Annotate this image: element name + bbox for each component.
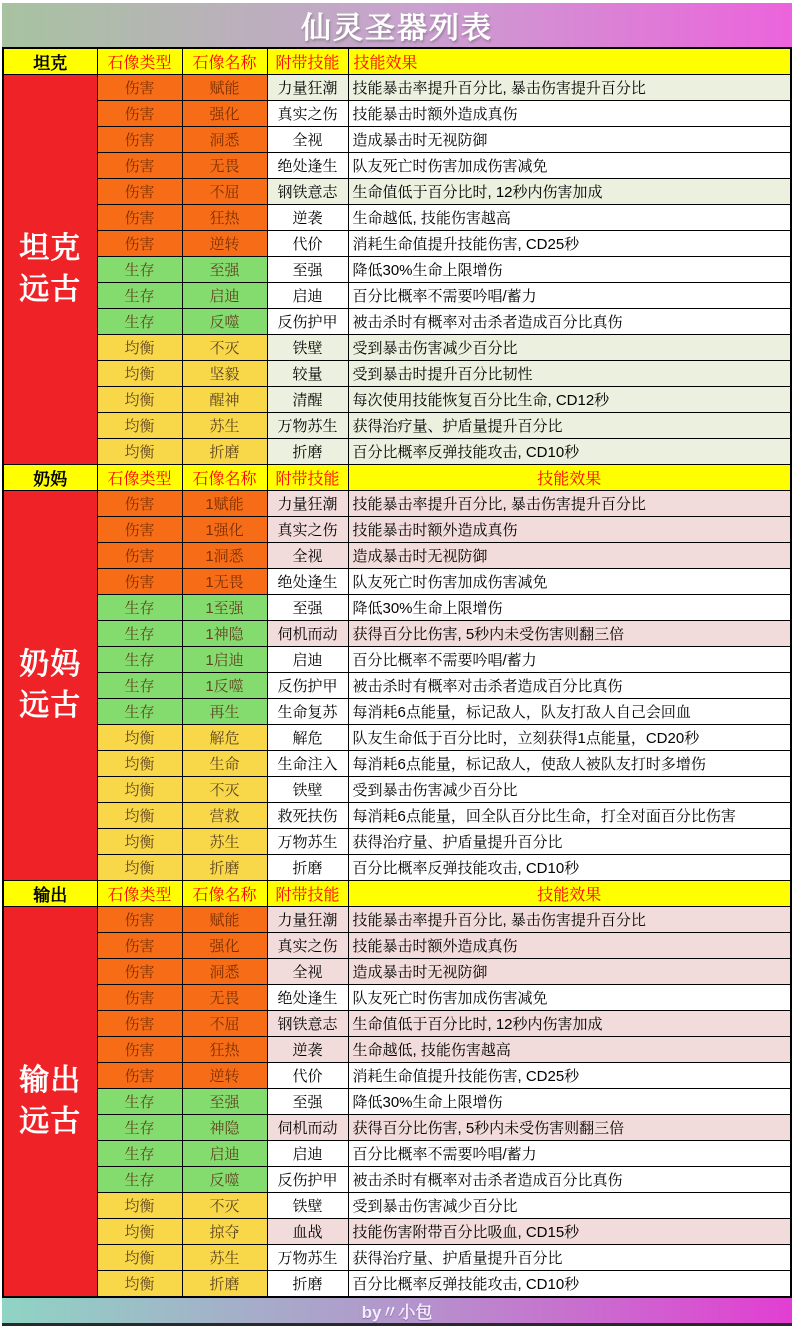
- statue-name-cell: 无畏: [182, 985, 267, 1011]
- statue-name-cell: 强化: [182, 933, 267, 959]
- credit-text: by〃小包: [361, 1303, 433, 1322]
- skill-cell: 血战: [267, 1219, 348, 1245]
- statue-name-cell: 不屈: [182, 1011, 267, 1037]
- column-header: 技能效果: [348, 48, 791, 75]
- statue-type-cell: 伤害: [97, 569, 182, 595]
- statue-type-cell: 均衡: [97, 855, 182, 881]
- skill-cell: 逆袭: [267, 205, 348, 231]
- column-header: 技能效果: [348, 465, 791, 491]
- table-row: [3, 985, 791, 1011]
- skill-cell: 万物苏生: [267, 1245, 348, 1271]
- column-header: 石像类型: [97, 465, 182, 491]
- table-row: [3, 751, 791, 777]
- column-header: 石像类型: [97, 48, 182, 75]
- table-row: [3, 569, 791, 595]
- statue-type-cell: 伤害: [97, 543, 182, 569]
- effect-cell: 被击杀时有概率对击杀者造成百分比真伤: [348, 1167, 791, 1193]
- skill-cell: 解危: [267, 725, 348, 751]
- statue-type-cell: 均衡: [97, 1245, 182, 1271]
- statue-type-cell: 均衡: [97, 777, 182, 803]
- effect-cell: 每消耗6点能量，标记敌人，使敌人被队友打时多增伤: [348, 751, 791, 777]
- table-row: [3, 335, 791, 361]
- statue-name-cell: 无畏: [182, 153, 267, 179]
- statue-type-cell: 伤害: [97, 205, 182, 231]
- statue-name-cell: 强化: [182, 101, 267, 127]
- skill-cell: 反伤护甲: [267, 309, 348, 335]
- statue-type-cell: 均衡: [97, 1219, 182, 1245]
- table-row: [3, 907, 791, 933]
- statue-name-cell: 逆转: [182, 1063, 267, 1089]
- skill-cell: 折磨: [267, 855, 348, 881]
- skill-cell: 力量狂潮: [267, 491, 348, 517]
- effect-cell: 每次使用技能恢复百分比生命, CD12秒: [348, 387, 791, 413]
- section-side-label: 坦克 远古: [3, 75, 97, 465]
- table-row: [3, 803, 791, 829]
- statue-name-cell: 不灭: [182, 777, 267, 803]
- skill-cell: 力量狂潮: [267, 75, 348, 101]
- statue-name-cell: 反噬: [182, 1167, 267, 1193]
- table-row: [3, 699, 791, 725]
- effect-cell: 百分比概率不需要吟唱/蓄力: [348, 1141, 791, 1167]
- effect-cell: 生命值低于百分比时, 12秒内伤害加成: [348, 1011, 791, 1037]
- table-row: [3, 439, 791, 465]
- artifact-table: [2, 47, 792, 1298]
- statue-type-cell: 伤害: [97, 491, 182, 517]
- statue-name-cell: 折磨: [182, 1271, 267, 1298]
- statue-name-cell: 1洞悉: [182, 543, 267, 569]
- section-role-header: 奶妈: [3, 465, 97, 491]
- statue-name-cell: 苏生: [182, 829, 267, 855]
- effect-cell: 百分比概率反弹技能攻击, CD10秒: [348, 1271, 791, 1298]
- statue-name-cell: 不屈: [182, 179, 267, 205]
- effect-cell: 队友死亡时伤害加成伤害减免: [348, 985, 791, 1011]
- table-row: [3, 1271, 791, 1298]
- statue-type-cell: 均衡: [97, 413, 182, 439]
- effect-cell: 获得百分比伤害, 5秒内未受伤害则翻三倍: [348, 1115, 791, 1141]
- statue-name-cell: 苏生: [182, 413, 267, 439]
- skill-cell: 折磨: [267, 1271, 348, 1298]
- statue-name-cell: 赋能: [182, 907, 267, 933]
- skill-cell: 较量: [267, 361, 348, 387]
- statue-name-cell: 不灭: [182, 1193, 267, 1219]
- skill-cell: 启迪: [267, 283, 348, 309]
- effect-cell: 获得百分比伤害, 5秒内未受伤害则翻三倍: [348, 621, 791, 647]
- statue-type-cell: 伤害: [97, 231, 182, 257]
- statue-name-cell: 逆转: [182, 231, 267, 257]
- statue-type-cell: 伤害: [97, 517, 182, 543]
- statue-type-cell: 均衡: [97, 1271, 182, 1298]
- table-row: [3, 283, 791, 309]
- table-row: [3, 1245, 791, 1271]
- effect-cell: 生命值低于百分比时, 12秒内伤害加成: [348, 179, 791, 205]
- statue-type-cell: 生存: [97, 621, 182, 647]
- effect-cell: 受到暴击伤害减少百分比: [348, 335, 791, 361]
- effect-cell: 队友死亡时伤害加成伤害减免: [348, 153, 791, 179]
- effect-cell: 技能暴击率提升百分比, 暴击伤害提升百分比: [348, 491, 791, 517]
- table-row: [3, 855, 791, 881]
- effect-cell: 队友生命低于百分比时，立刻获得1点能量，CD20秒: [348, 725, 791, 751]
- statue-name-cell: 1至强: [182, 595, 267, 621]
- statue-type-cell: 伤害: [97, 153, 182, 179]
- table-row: [3, 543, 791, 569]
- table-row: [3, 621, 791, 647]
- statue-name-cell: 折磨: [182, 855, 267, 881]
- effect-cell: 生命越低, 技能伤害越高: [348, 205, 791, 231]
- statue-name-cell: 醒神: [182, 387, 267, 413]
- statue-type-cell: 伤害: [97, 1037, 182, 1063]
- statue-type-cell: 均衡: [97, 725, 182, 751]
- table-row: [3, 413, 791, 439]
- table-row: [3, 595, 791, 621]
- effect-cell: 降低30%生命上限增伤: [348, 1089, 791, 1115]
- table-row: [3, 75, 791, 101]
- skill-cell: 万物苏生: [267, 829, 348, 855]
- statue-name-cell: 启迪: [182, 1141, 267, 1167]
- table-row: [3, 517, 791, 543]
- table-row: [3, 959, 791, 985]
- table-row: [3, 1219, 791, 1245]
- statue-type-cell: 生存: [97, 283, 182, 309]
- section-role-header: 坦克: [3, 48, 97, 75]
- table-row: [3, 231, 791, 257]
- effect-cell: 降低30%生命上限增伤: [348, 257, 791, 283]
- skill-cell: 启迪: [267, 1141, 348, 1167]
- column-header: 石像名称: [182, 465, 267, 491]
- statue-type-cell: 伤害: [97, 1011, 182, 1037]
- table-row: [3, 1193, 791, 1219]
- statue-type-cell: 生存: [97, 1115, 182, 1141]
- skill-cell: 铁壁: [267, 335, 348, 361]
- title-bar: [2, 3, 792, 47]
- table-row: [3, 1167, 791, 1193]
- column-header: 石像名称: [182, 48, 267, 75]
- statue-name-cell: 营救: [182, 803, 267, 829]
- skill-cell: 绝处逢生: [267, 985, 348, 1011]
- column-header: 石像类型: [97, 881, 182, 907]
- statue-name-cell: 坚毅: [182, 361, 267, 387]
- statue-name-cell: 解危: [182, 725, 267, 751]
- effect-cell: 队友死亡时伤害加成伤害减免: [348, 569, 791, 595]
- skill-cell: 至强: [267, 595, 348, 621]
- skill-cell: 万物苏生: [267, 413, 348, 439]
- section-header-row: [3, 881, 791, 907]
- section-header-row: [3, 48, 791, 75]
- column-header: 石像名称: [182, 881, 267, 907]
- effect-cell: 百分比概率反弹技能攻击, CD10秒: [348, 439, 791, 465]
- effect-cell: 百分比概率反弹技能攻击, CD10秒: [348, 855, 791, 881]
- skill-cell: 反伤护甲: [267, 1167, 348, 1193]
- statue-name-cell: 1启迪: [182, 647, 267, 673]
- skill-cell: 逆袭: [267, 1037, 348, 1063]
- statue-type-cell: 伤害: [97, 907, 182, 933]
- skill-cell: 至强: [267, 1089, 348, 1115]
- statue-name-cell: 1强化: [182, 517, 267, 543]
- table-row: [3, 127, 791, 153]
- statue-name-cell: 1赋能: [182, 491, 267, 517]
- table-row: [3, 933, 791, 959]
- effect-cell: 消耗生命值提升技能伤害, CD25秒: [348, 1063, 791, 1089]
- table-row: [3, 1063, 791, 1089]
- section-role-header: 输出: [3, 881, 97, 907]
- statue-type-cell: 伤害: [97, 101, 182, 127]
- statue-name-cell: 洞悉: [182, 127, 267, 153]
- skill-cell: 伺机而动: [267, 621, 348, 647]
- table-row: [3, 153, 791, 179]
- statue-type-cell: 均衡: [97, 439, 182, 465]
- effect-cell: 获得治疗量、护盾量提升百分比: [348, 1245, 791, 1271]
- table-row: [3, 309, 791, 335]
- page-title: 仙灵圣器列表: [301, 12, 493, 45]
- table-row: [3, 1037, 791, 1063]
- statue-type-cell: 伤害: [97, 933, 182, 959]
- column-header: 技能效果: [348, 881, 791, 907]
- statue-type-cell: 伤害: [97, 959, 182, 985]
- effect-cell: 被击杀时有概率对击杀者造成百分比真伤: [348, 309, 791, 335]
- skill-cell: 生命注入: [267, 751, 348, 777]
- skill-cell: 反伤护甲: [267, 673, 348, 699]
- statue-type-cell: 均衡: [97, 335, 182, 361]
- column-header: 附带技能: [267, 48, 348, 75]
- skill-cell: 至强: [267, 257, 348, 283]
- effect-cell: 受到暴击伤害减少百分比: [348, 1193, 791, 1219]
- effect-cell: 技能暴击时额外造成真伤: [348, 517, 791, 543]
- effect-cell: 造成暴击时无视防御: [348, 127, 791, 153]
- column-header: 附带技能: [267, 465, 348, 491]
- skill-cell: 钢铁意志: [267, 1011, 348, 1037]
- effect-cell: 百分比概率不需要吟唱/蓄力: [348, 283, 791, 309]
- effect-cell: 受到暴击伤害减少百分比: [348, 777, 791, 803]
- statue-type-cell: 生存: [97, 309, 182, 335]
- statue-type-cell: 均衡: [97, 829, 182, 855]
- table-row: [3, 205, 791, 231]
- statue-type-cell: 伤害: [97, 1063, 182, 1089]
- statue-type-cell: 生存: [97, 257, 182, 283]
- skill-cell: 真实之伤: [267, 101, 348, 127]
- statue-type-cell: 伤害: [97, 75, 182, 101]
- skill-cell: 折磨: [267, 439, 348, 465]
- effect-cell: 造成暴击时无视防御: [348, 959, 791, 985]
- table-row: [3, 101, 791, 127]
- statue-type-cell: 均衡: [97, 387, 182, 413]
- statue-name-cell: 不灭: [182, 335, 267, 361]
- statue-name-cell: 启迪: [182, 283, 267, 309]
- table-row: [3, 257, 791, 283]
- skill-cell: 绝处逢生: [267, 153, 348, 179]
- statue-name-cell: 至强: [182, 257, 267, 283]
- effect-cell: 造成暴击时无视防御: [348, 543, 791, 569]
- skill-cell: 全视: [267, 127, 348, 153]
- skill-cell: 铁壁: [267, 1193, 348, 1219]
- effect-cell: 生命越低, 技能伤害越高: [348, 1037, 791, 1063]
- table-row: [3, 647, 791, 673]
- statue-name-cell: 再生: [182, 699, 267, 725]
- statue-name-cell: 苏生: [182, 1245, 267, 1271]
- effect-cell: 被击杀时有概率对击杀者造成百分比真伤: [348, 673, 791, 699]
- effect-cell: 技能暴击时额外造成真伤: [348, 933, 791, 959]
- statue-name-cell: 折磨: [182, 439, 267, 465]
- section-side-label: 奶妈 远古: [3, 491, 97, 881]
- table-row: [3, 387, 791, 413]
- statue-type-cell: 生存: [97, 673, 182, 699]
- effect-cell: 每消耗6点能量，回全队百分比生命，打全对面百分比伤害: [348, 803, 791, 829]
- statue-name-cell: 至强: [182, 1089, 267, 1115]
- skill-cell: 伺机而动: [267, 1115, 348, 1141]
- effect-cell: 每消耗6点能量，标记敌人，队友打敌人自己会回血: [348, 699, 791, 725]
- effect-cell: 消耗生命值提升技能伤害, CD25秒: [348, 231, 791, 257]
- statue-type-cell: 生存: [97, 1141, 182, 1167]
- skill-cell: 全视: [267, 543, 348, 569]
- statue-name-cell: 生命: [182, 751, 267, 777]
- skill-cell: 启迪: [267, 647, 348, 673]
- section-header-row: [3, 465, 791, 491]
- statue-name-cell: 狂热: [182, 1037, 267, 1063]
- skill-cell: 生命复苏: [267, 699, 348, 725]
- skill-cell: 全视: [267, 959, 348, 985]
- table-row: [3, 1089, 791, 1115]
- statue-type-cell: 均衡: [97, 751, 182, 777]
- effect-cell: 技能暴击时额外造成真伤: [348, 101, 791, 127]
- statue-name-cell: 洞悉: [182, 959, 267, 985]
- table-row: [3, 777, 791, 803]
- skill-cell: 力量狂潮: [267, 907, 348, 933]
- statue-name-cell: 神隐: [182, 1115, 267, 1141]
- statue-type-cell: 伤害: [97, 127, 182, 153]
- effect-cell: 技能暴击率提升百分比, 暴击伤害提升百分比: [348, 75, 791, 101]
- statue-type-cell: 生存: [97, 1167, 182, 1193]
- statue-type-cell: 生存: [97, 1089, 182, 1115]
- statue-type-cell: 均衡: [97, 803, 182, 829]
- table-row: [3, 1011, 791, 1037]
- table-row: [3, 361, 791, 387]
- statue-name-cell: 1反噬: [182, 673, 267, 699]
- skill-cell: 清醒: [267, 387, 348, 413]
- skill-cell: 真实之伤: [267, 933, 348, 959]
- effect-cell: 百分比概率不需要吟唱/蓄力: [348, 647, 791, 673]
- table-row: [3, 725, 791, 751]
- table-row: [3, 673, 791, 699]
- statue-name-cell: 赋能: [182, 75, 267, 101]
- table-row: [3, 1115, 791, 1141]
- table-row: [3, 829, 791, 855]
- column-header: 附带技能: [267, 881, 348, 907]
- skill-cell: 真实之伤: [267, 517, 348, 543]
- statue-type-cell: 伤害: [97, 179, 182, 205]
- statue-name-cell: 狂热: [182, 205, 267, 231]
- skill-cell: 代价: [267, 1063, 348, 1089]
- statue-type-cell: 生存: [97, 595, 182, 621]
- statue-type-cell: 均衡: [97, 1193, 182, 1219]
- effect-cell: 受到暴击时提升百分比韧性: [348, 361, 791, 387]
- effect-cell: 技能暴击率提升百分比, 暴击伤害提升百分比: [348, 907, 791, 933]
- section-side-label: 输出 远古: [3, 907, 97, 1298]
- skill-cell: 救死扶伤: [267, 803, 348, 829]
- skill-cell: 钢铁意志: [267, 179, 348, 205]
- statue-type-cell: 生存: [97, 699, 182, 725]
- statue-type-cell: 伤害: [97, 985, 182, 1011]
- skill-cell: 铁壁: [267, 777, 348, 803]
- effect-cell: 降低30%生命上限增伤: [348, 595, 791, 621]
- statue-type-cell: 生存: [97, 647, 182, 673]
- skill-cell: 绝处逢生: [267, 569, 348, 595]
- footer-bar: [2, 1298, 792, 1326]
- effect-cell: 获得治疗量、护盾量提升百分比: [348, 829, 791, 855]
- skill-cell: 代价: [267, 231, 348, 257]
- statue-name-cell: 掠夺: [182, 1219, 267, 1245]
- effect-cell: 获得治疗量、护盾量提升百分比: [348, 413, 791, 439]
- effect-cell: 技能伤害附带百分比吸血, CD15秒: [348, 1219, 791, 1245]
- statue-type-cell: 均衡: [97, 361, 182, 387]
- table-row: [3, 179, 791, 205]
- table-row: [3, 1141, 791, 1167]
- table-row: [3, 491, 791, 517]
- statue-name-cell: 1神隐: [182, 621, 267, 647]
- statue-name-cell: 反噬: [182, 309, 267, 335]
- statue-name-cell: 1无畏: [182, 569, 267, 595]
